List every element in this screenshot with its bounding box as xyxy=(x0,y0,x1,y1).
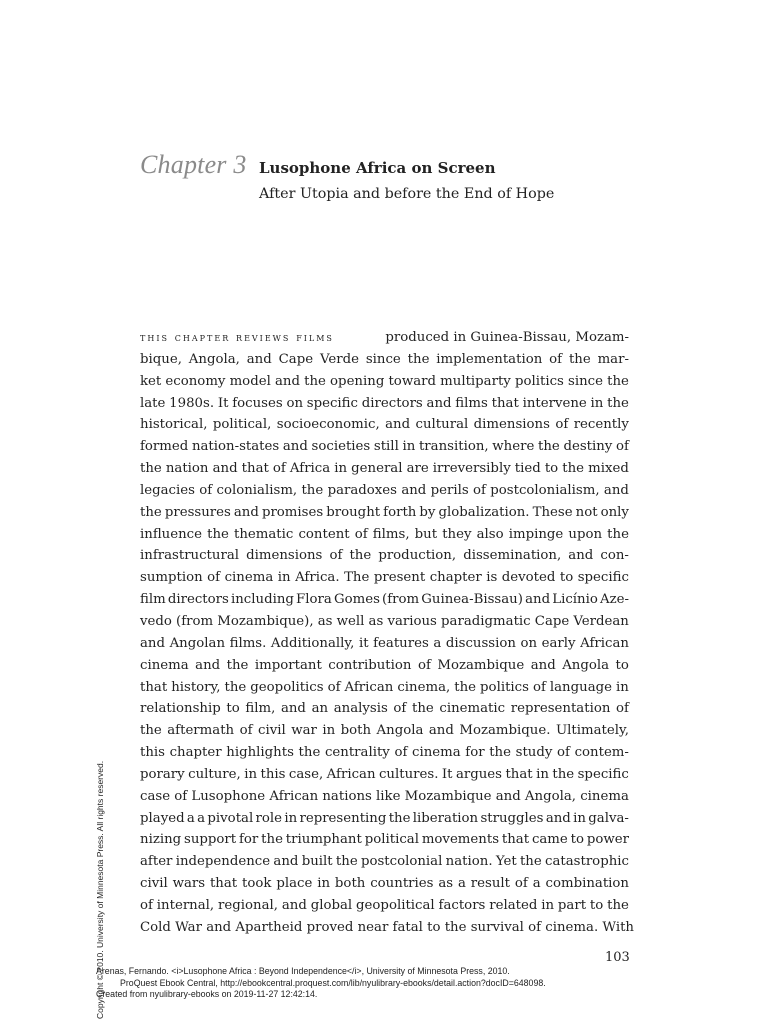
chapter-number: Chapter 3 xyxy=(140,150,247,179)
body-line: influence the thematic content of films, but they also impinge upon the xyxy=(140,526,629,542)
body-line: legacies of colonialism, the paradoxes and perils of postcolonialism, and xyxy=(140,482,629,498)
body-line: porary culture, in this case, African cultures. It argues that in the specific xyxy=(140,766,629,782)
body-line: that history, the geopolitics of African cinema, the politics of language in xyxy=(140,679,629,695)
lead-in-smallcaps: this chapter reviews films xyxy=(140,330,334,344)
body-line: nizing support for the triumphant political movements that came to power xyxy=(140,832,629,848)
copyright-text: Copyright © 2010. University of Minnesota Press. All rights reserved. xyxy=(95,760,105,1019)
body-line: bique, Angola, and Cape Verde since the implementation of the mar- xyxy=(140,351,629,367)
chapter-title: Lusophone Africa on Screen xyxy=(259,159,496,177)
body-line: the pressures and promises brought forth by globalization. These not only xyxy=(140,504,629,520)
body-line: and Angolan films. Additionally, it features a discussion on early African xyxy=(140,635,629,651)
body-line: relationship to film, and an analysis of the cinematic representation of xyxy=(140,701,629,717)
body-line: vedo (from Mozambique), as well as various paradigmatic Cape Verdean xyxy=(140,613,629,629)
body-line: ket economy model and the opening toward multiparty politics since the xyxy=(140,373,629,389)
body-line: formed nation-states and societies still in transition, where the destiny of xyxy=(140,439,629,455)
created-date-line: Created from nyulibrary-ebooks on 2019-11-27 12:42:14. xyxy=(96,989,318,999)
citation-line: Arenas, Fernando. <i>Lusophone Africa : Beyond Independence</i>, University of Minnesota Press, 2010. xyxy=(96,966,510,976)
body-paragraph xyxy=(140,327,634,939)
body-line: the nation and that of Africa in general are irreversibly tied to the mixed xyxy=(140,461,629,477)
body-line: civil wars that took place in both countries as a result of a combination xyxy=(140,876,629,892)
body-line: sumption of cinema in Africa. The present chapter is devoted to specific xyxy=(140,570,629,586)
body-line-text: produced in Guinea-Bissau, Mozam- xyxy=(385,330,629,345)
body-line: Cold War and Apartheid proved near fatal to the survival of cinema. With xyxy=(140,919,634,935)
page-number: 103 xyxy=(605,950,630,965)
body-line: historical, political, socioeconomic, and cultural dimensions of recently xyxy=(140,417,629,433)
body-line: after independence and built the postcolonial nation. Yet the catastrophic xyxy=(140,854,629,870)
body-line: the aftermath of civil war in both Angola and Mozambique. Ultimately, xyxy=(140,723,629,739)
chapter-subtitle: After Utopia and before the End of Hope xyxy=(259,186,555,202)
body-line: late 1980s. It focuses on specific directors and films that intervene in the xyxy=(140,395,629,411)
body-line: this chapter highlights the centrality of cinema for the study of contem- xyxy=(140,745,629,761)
body-line: cinema and the important contribution of Mozambique and Angola to xyxy=(140,657,629,673)
source-url-line: ProQuest Ebook Central, http://ebookcentral.proquest.com/lib/nyulibrary-ebooks/detail.action?docID=648098. xyxy=(120,977,546,988)
body-line: of internal, regional, and global geopolitical factors related in part to the xyxy=(140,897,629,913)
body-line xyxy=(140,327,629,349)
body-line: film directors including Flora Gomes (from Guinea-Bissau) and Licínio Aze- xyxy=(140,592,629,608)
citation-footer xyxy=(96,966,546,1001)
body-line: played a a pivotal role in representing the liberation struggles and in galva- xyxy=(140,810,629,826)
body-line: case of Lusophone African nations like Mozambique and Angola, cinema xyxy=(140,788,629,804)
body-line: infrastructural dimensions of the production, dissemination, and con- xyxy=(140,548,629,564)
